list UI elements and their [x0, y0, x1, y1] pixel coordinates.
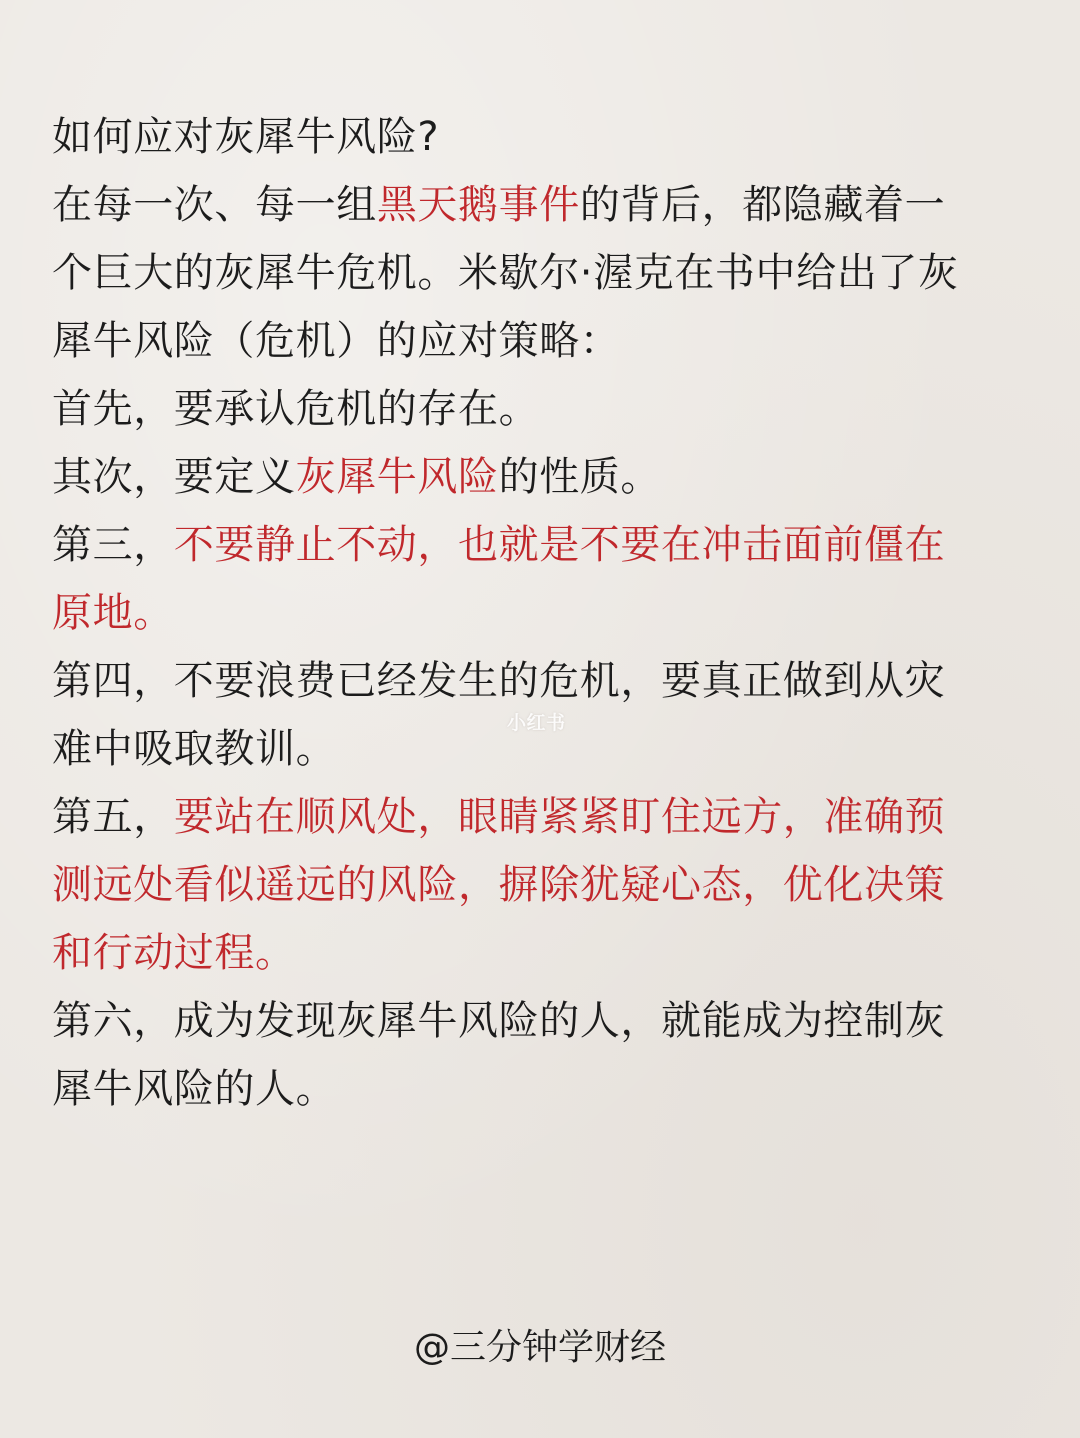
text-segment: 难中吸取教训。 — [52, 726, 337, 772]
text-segment: 首先，要承认危机的存在。 — [52, 386, 540, 432]
text-segment: 个巨大的灰犀牛危机。米歇尔·渥克在书中给出了灰 — [52, 250, 959, 296]
text-segment: 犀牛风险的人。 — [52, 1066, 337, 1112]
text-segment: 其次，要定义 — [52, 454, 296, 500]
text-line — [52, 239, 1032, 307]
text-segment: 的背后，都隐藏着一 — [579, 182, 946, 228]
highlight-text: 测远处看似遥远的风险，摒除犹疑心态，优化决策 — [52, 862, 946, 908]
text-line — [52, 851, 1032, 919]
text-segment: 犀牛风险（危机）的应对策略： — [52, 318, 621, 364]
text-segment: 第四，不要浪费已经发生的危机，要真正做到从灾 — [52, 658, 946, 704]
text-line — [52, 647, 1032, 715]
text-line — [52, 511, 1032, 579]
text-segment: 第六，成为发现灰犀牛风险的人，就能成为控制灰 — [52, 998, 946, 1044]
text-line — [52, 1055, 1032, 1123]
platform-watermark: 小红书 — [507, 712, 566, 734]
text-segment: 在每一次、每一组 — [52, 182, 377, 228]
text-segment: 第五， — [52, 794, 174, 840]
text-segment: 第三， — [52, 522, 174, 568]
highlight-text: 原地。 — [52, 590, 174, 636]
highlight-text: 要站在顺风处，眼睛紧紧盯住远方，准确预 — [173, 794, 946, 840]
text-line — [52, 919, 1032, 987]
highlight-text: 不要静止不动，也就是不要在冲击面前僵在 — [173, 522, 946, 568]
text-segment: 的性质。 — [498, 454, 662, 500]
text-line — [52, 579, 1032, 647]
text-line — [52, 171, 1032, 239]
heading-line — [52, 103, 1032, 171]
text-line — [52, 375, 1032, 443]
text-line — [52, 307, 1032, 375]
highlight-text: 和行动过程。 — [52, 930, 296, 976]
author-signature: @三分钟学财经 — [413, 1327, 666, 1368]
article-body — [52, 103, 1032, 1123]
highlight-text: 黑天鹅事件 — [376, 182, 580, 228]
heading-text: 如何应对灰犀牛风险? — [52, 114, 440, 160]
highlight-text: 灰犀牛风险 — [295, 454, 499, 500]
text-line — [52, 987, 1032, 1055]
text-line — [52, 783, 1032, 851]
text-line — [52, 443, 1032, 511]
